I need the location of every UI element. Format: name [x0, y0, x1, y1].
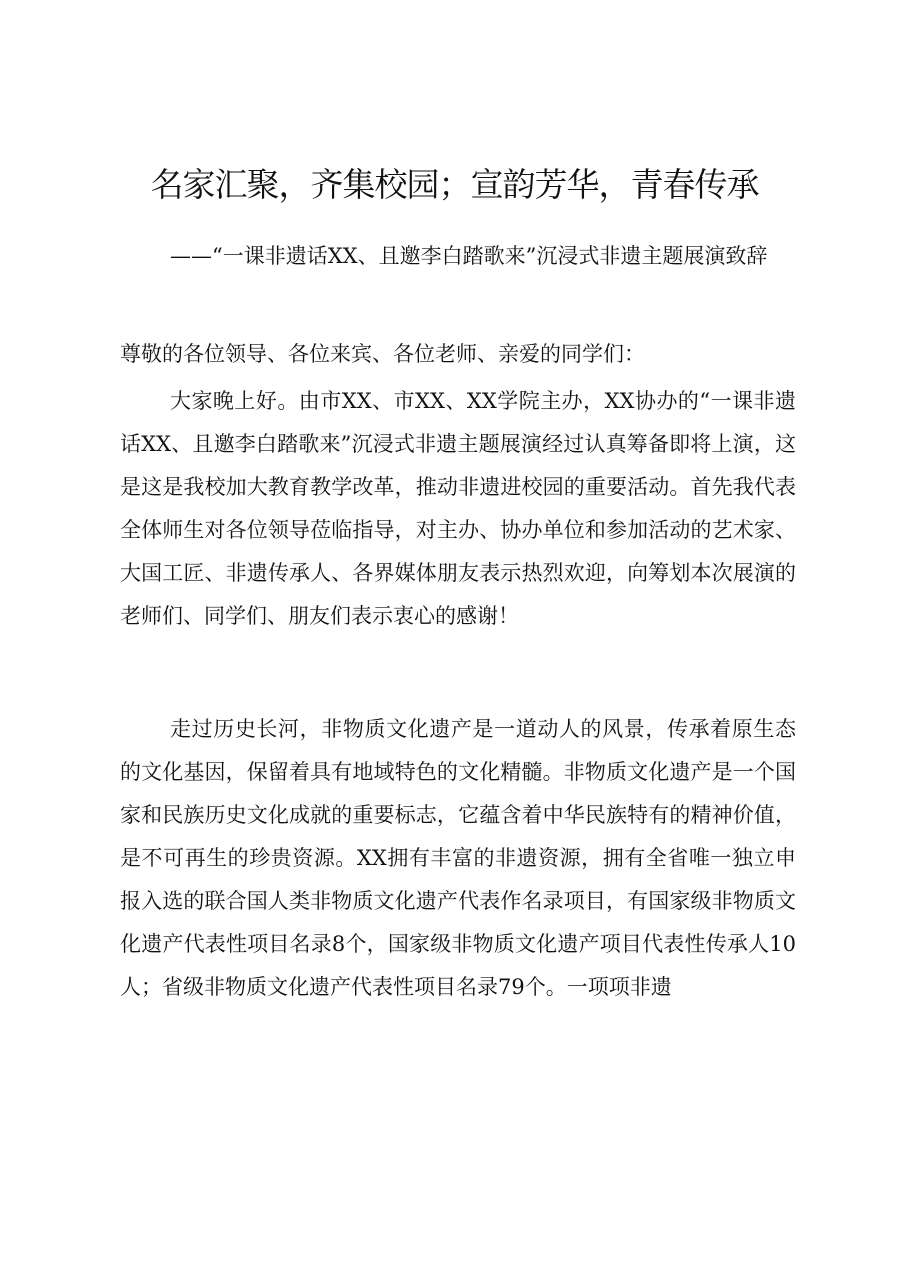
document-subtitle: ——“一课非遗话XX、且邀李白踏歌来”沉浸式非遗主题展演致辞	[170, 244, 768, 268]
paragraph-welcome: 大家晚上好。由市XX、市XX、XX学院主办，XX协办的“一课非遗话XX、且邀李白踏歌来”沉浸式非遗主题展演经过认真筹备即将上演，这是这是我校加大教育教学改革，推动非遗进校园的重要活动。首先我代表全体师生对各位领导莅临指导，对主办、协办单位和参加活动的艺术家、大国工匠、非遗传承人、各界媒体朋友表示热烈欢迎，向筹划本次展演的老师们、同学们、朋友们表示衷心的感谢！	[120, 389, 796, 628]
paragraph-heritage: 走过历史长河，非物质文化遗产是一道动人的风景，传承着原生态的文化基因，保留着具有地域特色的文化精髓。非物质文化遗产是一个国家和民族历史文化成就的重要标志，它蕴含着中华民族特有的精神价值，是不可再生的珍贵资源。XX拥有丰富的非遗资源，拥有全省唯一独立申报入选的联合国人类非物质文化遗产代表作名录项目，有国家级非物质文化遗产代表性项目名录8个，国家级非物质文化遗产项目代表性传承人10人；省级非物质文化遗产代表性项目名录79个。一项项非遗	[120, 717, 796, 999]
document-title: 名家汇聚，齐集校园；宣韵芳华，青春传承	[150, 165, 759, 204]
salutation: 尊敬的各位领导、各位来宾、各位老师、亲爱的同学们：	[120, 342, 645, 366]
